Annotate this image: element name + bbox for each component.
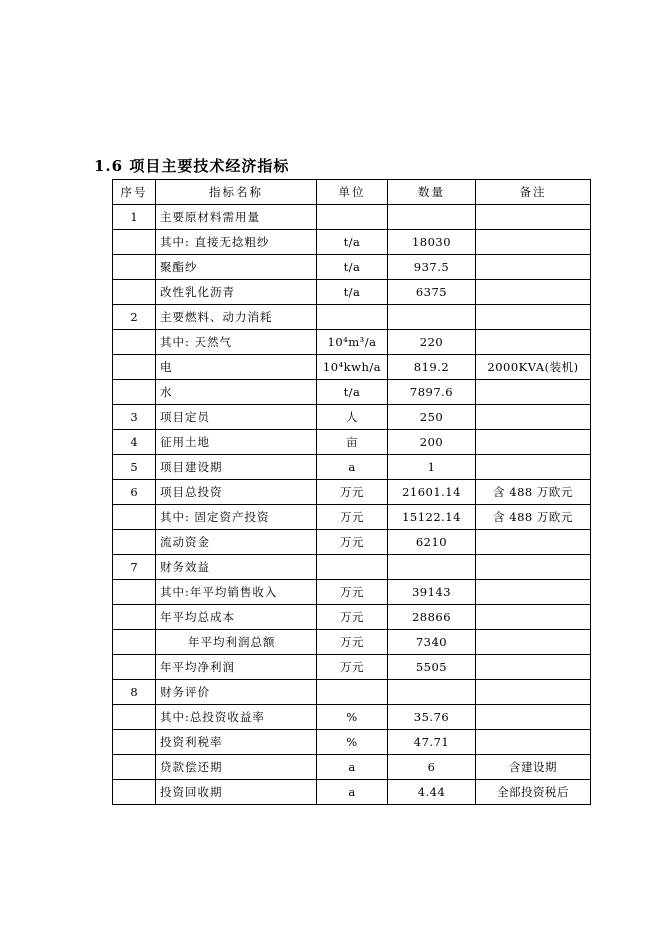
indicator-name: 流动资金 [156,530,317,555]
table-row [113,305,591,330]
indicator-name: 主要原材料需用量 [156,205,317,230]
indicator-quantity: 200 [388,430,476,455]
row-number [113,505,156,530]
indicator-name: 聚酯纱 [156,255,317,280]
indicator-note: 全部投资税后 [476,780,591,805]
indicator-quantity: 6 [388,755,476,780]
row-number: 5 [113,455,156,480]
section-heading: 1.6 项目主要技术经济指标 [94,157,290,175]
indicator-note [476,580,591,605]
row-number [113,655,156,680]
row-number: 7 [113,555,156,580]
indicator-unit: 万元 [317,530,388,555]
indicator-unit: 万元 [317,605,388,630]
indicator-unit [317,555,388,580]
row-number [113,255,156,280]
indicator-unit: 万元 [317,655,388,680]
row-number [113,530,156,555]
indicator-quantity: 35.76 [388,705,476,730]
table-row [113,680,591,705]
indicator-unit: t/a [317,380,388,405]
indicator-note [476,405,591,430]
row-number: 6 [113,480,156,505]
table-row [113,430,591,455]
indicator-name: 年平均利润总额 [156,630,317,655]
row-number [113,230,156,255]
indicator-unit: 万元 [317,480,388,505]
indicator-name: 其中: 直接无捻粗纱 [156,230,317,255]
indicator-name: 贷款偿还期 [156,755,317,780]
table-row [113,255,591,280]
table-row [113,355,591,380]
indicator-quantity: 937.5 [388,255,476,280]
indicator-name: 项目定员 [156,405,317,430]
indicator-unit: a [317,455,388,480]
economic-indicators-table [112,179,591,805]
table-row [113,630,591,655]
indicator-name: 财务评价 [156,680,317,705]
indicator-note [476,455,591,480]
indicator-quantity: 28866 [388,605,476,630]
indicator-note [476,680,591,705]
row-number [113,780,156,805]
table-row [113,455,591,480]
table-row [113,380,591,405]
indicator-note [476,380,591,405]
row-number [113,380,156,405]
indicator-note [476,655,591,680]
indicator-unit: t/a [317,230,388,255]
indicator-quantity: 15122.14 [388,505,476,530]
indicator-note [476,630,591,655]
indicator-name: 改性乳化沥青 [156,280,317,305]
indicator-name: 投资回收期 [156,780,317,805]
indicator-note [476,205,591,230]
indicator-quantity: 4.44 [388,780,476,805]
indicator-note [476,705,591,730]
table-row [113,405,591,430]
table-row [113,480,591,505]
table-row [113,780,591,805]
indicator-quantity: 250 [388,405,476,430]
indicator-quantity: 47.71 [388,730,476,755]
row-number [113,730,156,755]
row-number [113,580,156,605]
indicator-name: 其中:总投资收益率 [156,705,317,730]
table-row [113,230,591,255]
indicator-note [476,555,591,580]
indicator-name: 投资利税率 [156,730,317,755]
indicator-unit: 万元 [317,580,388,605]
indicator-name: 项目总投资 [156,480,317,505]
table-row [113,755,591,780]
table-row [113,730,591,755]
indicator-note: 含 488 万欧元 [476,505,591,530]
indicator-unit: 万元 [317,630,388,655]
row-number [113,755,156,780]
row-number [113,630,156,655]
indicator-quantity: 819.2 [388,355,476,380]
indicator-note: 2000KVA(装机) [476,355,591,380]
table-row [113,580,591,605]
indicator-name: 水 [156,380,317,405]
indicator-unit: 10⁴kwh/a [317,355,388,380]
indicator-name: 年平均总成本 [156,605,317,630]
indicator-quantity [388,205,476,230]
table-row [113,605,591,630]
indicator-unit: % [317,705,388,730]
row-number: 8 [113,680,156,705]
row-number [113,705,156,730]
indicator-name: 主要燃料、动力消耗 [156,305,317,330]
table-row [113,330,591,355]
indicator-quantity: 39143 [388,580,476,605]
indicator-unit: 万元 [317,505,388,530]
indicator-quantity [388,555,476,580]
indicator-unit: 10⁴m³/a [317,330,388,355]
indicator-quantity: 5505 [388,655,476,680]
indicator-note [476,230,591,255]
indicator-unit: % [317,730,388,755]
indicator-unit [317,305,388,330]
indicator-note [476,305,591,330]
table-row [113,655,591,680]
indicator-note [476,530,591,555]
indicator-note [476,280,591,305]
indicator-note: 含建设期 [476,755,591,780]
row-number [113,605,156,630]
indicator-name: 财务效益 [156,555,317,580]
indicator-quantity: 1 [388,455,476,480]
table-row [113,705,591,730]
indicator-name: 年平均净利润 [156,655,317,680]
header-note: 备注 [476,180,591,205]
indicator-unit: t/a [317,280,388,305]
row-number: 1 [113,205,156,230]
indicator-unit: 亩 [317,430,388,455]
indicator-name: 项目建设期 [156,455,317,480]
indicator-note: 含 488 万欧元 [476,480,591,505]
row-number: 4 [113,430,156,455]
indicator-note [476,330,591,355]
indicator-quantity: 6375 [388,280,476,305]
indicator-quantity [388,305,476,330]
indicator-unit: t/a [317,255,388,280]
table-row [113,555,591,580]
table-body [113,205,591,805]
indicator-name: 其中:年平均销售收入 [156,580,317,605]
indicator-quantity: 6210 [388,530,476,555]
indicator-name: 其中: 固定资产投资 [156,505,317,530]
indicator-unit [317,680,388,705]
row-number [113,330,156,355]
indicator-unit: a [317,755,388,780]
indicator-unit [317,205,388,230]
indicator-quantity: 21601.14 [388,480,476,505]
indicator-quantity: 18030 [388,230,476,255]
indicator-note [476,730,591,755]
indicator-note [476,605,591,630]
indicator-name: 其中: 天然气 [156,330,317,355]
row-number: 2 [113,305,156,330]
indicator-unit: 人 [317,405,388,430]
table-row [113,505,591,530]
indicator-quantity: 7340 [388,630,476,655]
indicator-name: 征用土地 [156,430,317,455]
indicator-quantity: 220 [388,330,476,355]
table-header-row [113,180,591,205]
indicator-note [476,255,591,280]
row-number: 3 [113,405,156,430]
indicator-note [476,430,591,455]
indicator-unit: a [317,780,388,805]
table-row [113,530,591,555]
header-no: 序号 [113,180,156,205]
header-qty: 数量 [388,180,476,205]
table-row [113,280,591,305]
indicator-quantity: 7897.6 [388,380,476,405]
row-number [113,355,156,380]
header-name: 指标名称 [156,180,317,205]
indicator-quantity [388,680,476,705]
header-unit: 单位 [317,180,388,205]
indicator-name: 电 [156,355,317,380]
table-row [113,205,591,230]
row-number [113,280,156,305]
